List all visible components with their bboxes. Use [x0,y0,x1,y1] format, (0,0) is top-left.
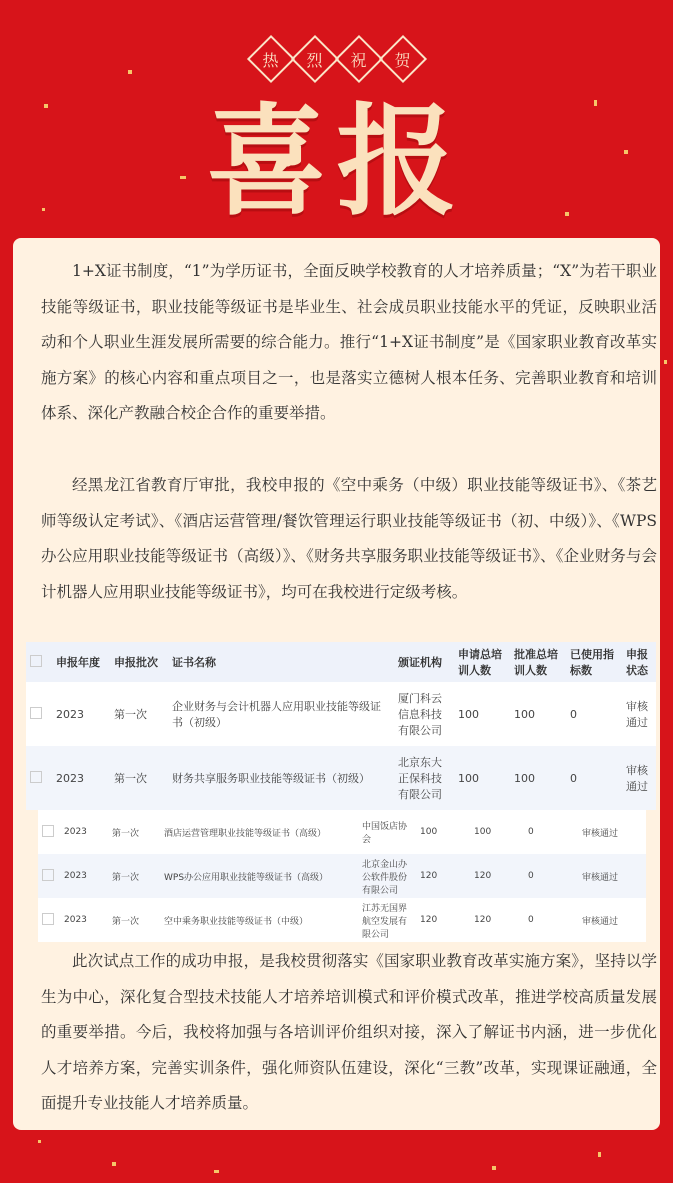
table-header: 已使用指标数 [566,642,622,682]
checkbox[interactable] [30,707,42,719]
table-header: 申报批次 [110,642,168,682]
table-header: 申请总培训人数 [454,642,510,682]
paragraph-intro: 1+X证书制度，“1”为学历证书，全面反映学校教育的人才培养质量；“X”为若干职业技能等级证书，职业技能等级证书是毕业生、社会成员职业技能水平的凭证，反映职业活动和个人职业生涯发展所需要的综合能力。推行“1+X证书制度”是《国家职业教育改革实施方案》的核心内容和重点项目之一，也是落实立德树人根本任务、完善职业教育和培训体系、深化产教融合校企合作的重要举措。 [41,262,657,422]
table-header-row [26,642,656,682]
table-header: 批准总培训人数 [510,642,566,682]
table-row: 2023 第一次 空中乘务职业技能等级证书（中级） 江苏无国界航空发展有限公司 120 120 0 审核通过 [38,898,646,942]
page-title: 喜报 [206,91,467,232]
paragraph-approval: 经黑龙江省教育厅审批，我校申报的《空中乘务（中级）职业技能等级证书》、《茶艺师等级认定考试》、《酒店运营管理/餐饮管理运行职业技能等级证书（初、中级）》、《WPS办公应用职业技能等级证书（高级）》、《财务共享服务职业技能等级证书》、《企业财务与会计机器人应用职业技能等级证书》，均可在我校进行定级考核。 [41,476,657,601]
table-row: 2023 第一次 财务共享服务职业技能等级证书（初级） 北京东大正保科技有限公司 100 100 0 审核通过 [26,746,656,810]
certificate-table-b [38,810,646,942]
header-word: 烈 [296,40,334,78]
header-word: 祝 [340,40,378,78]
certificate-table-a [26,642,656,810]
table-header: 申报年度 [52,642,110,682]
checkbox[interactable] [30,771,42,783]
header-word: 热 [252,40,290,78]
table-row: 2023 第一次 酒店运营管理职业技能等级证书（高级） 中国饭店协会 100 100 0 审核通过 [38,810,646,854]
table-header: 证书名称 [168,642,394,682]
checkbox[interactable] [30,655,42,667]
table-header: 申报状态 [622,642,656,682]
header-word: 贺 [384,40,422,78]
checkbox[interactable] [42,825,54,837]
table-row: 2023 第一次 企业财务与会计机器人应用职业技能等级证书（初级） 厦门科云信息科技有限公司 100 100 0 审核通过 [26,682,656,746]
paragraph-conclusion: 此次试点工作的成功申报，是我校贯彻落实《国家职业教育改革实施方案》，坚持以学生为中心，深化复合型技术技能人才培养培训模式和评价模式改革，推进学校高质量发展的重要举措。今后，我校将加强与各培训评价组织对接，深入了解证书内涵，进一步优化人才培养方案，完善实训条件，强化师资队伍建设，深化“三教”改革，实现课证融通，全面提升专业技能人才培养质量。 [41,952,657,1112]
checkbox[interactable] [42,869,54,881]
table-row: 2023 第一次 WPS办公应用职业技能等级证书（高级） 北京金山办公软件股份有限公司 120 120 0 审核通过 [38,854,646,898]
header-words [0,40,673,78]
table-header: 颁证机构 [394,642,454,682]
checkbox[interactable] [42,913,54,925]
content-card [13,238,660,1130]
